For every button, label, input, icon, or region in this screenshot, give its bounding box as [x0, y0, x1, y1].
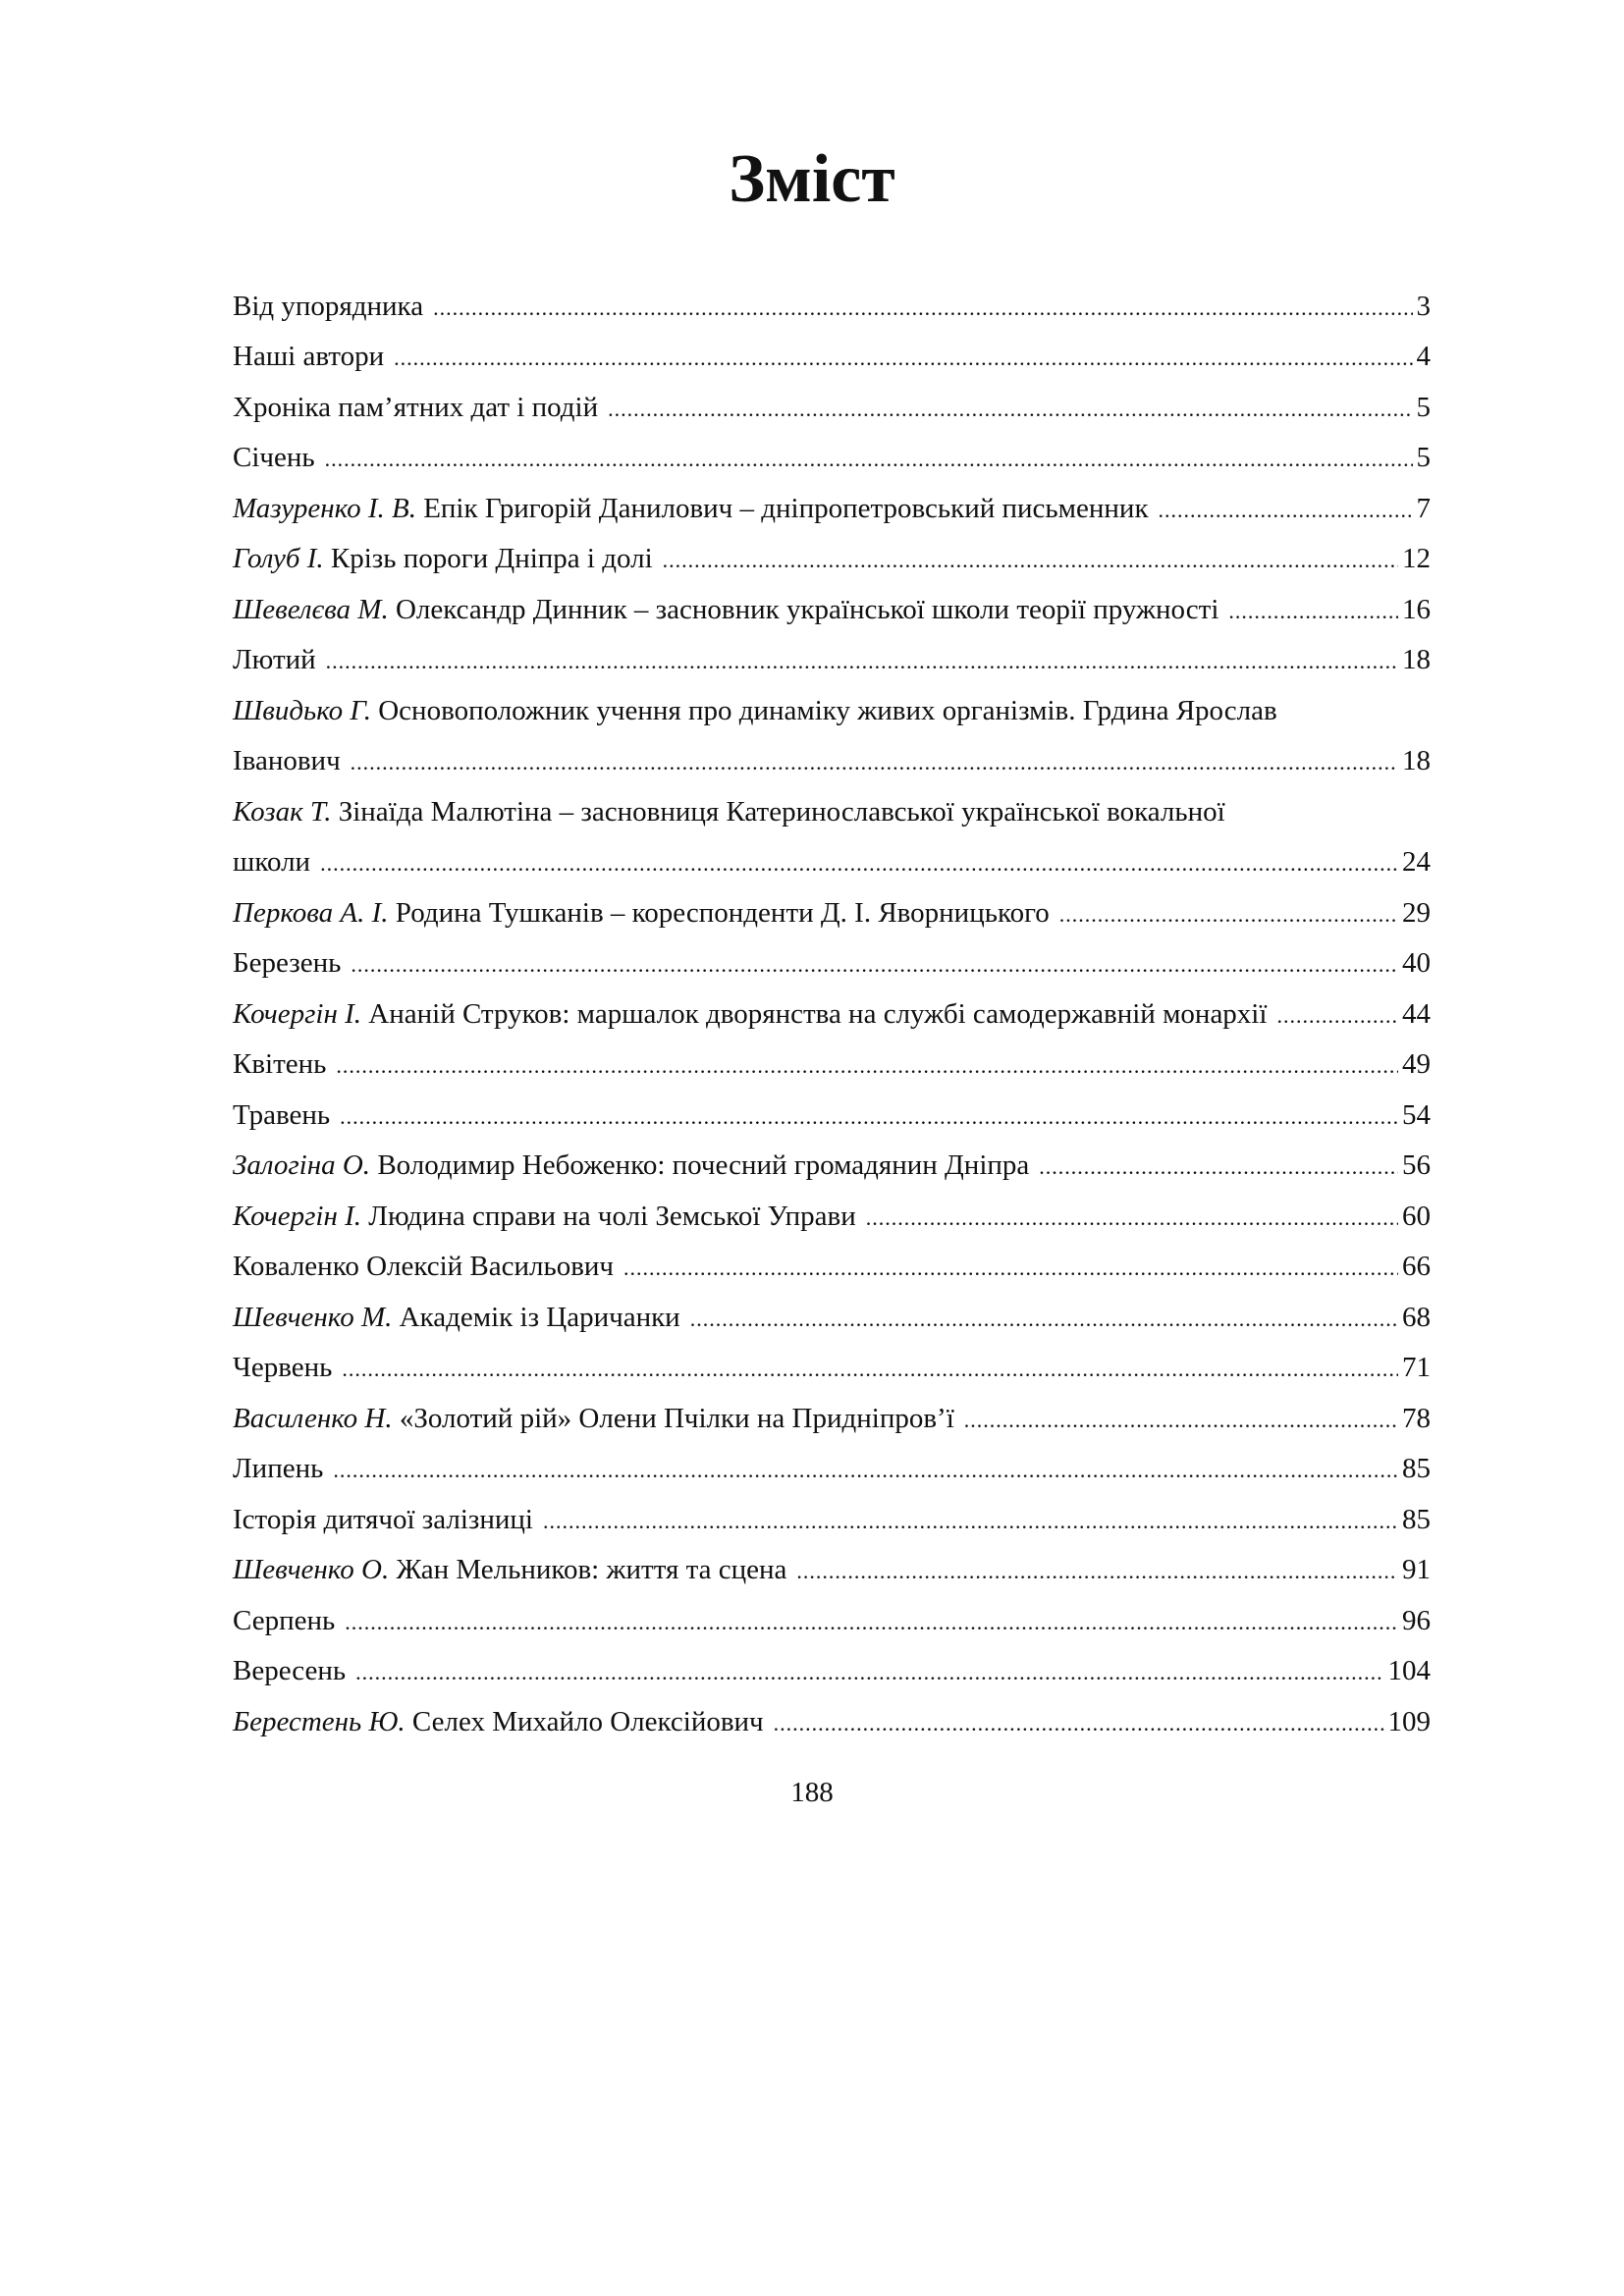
toc-entry-title: Від упорядника	[233, 290, 424, 322]
toc-entry-text	[233, 947, 341, 980]
toc-entry-page: 5	[1416, 442, 1431, 473]
toc-entry-title-cont: Іванович	[233, 745, 341, 776]
toc-leader-dots	[351, 752, 1398, 777]
toc-entry-author: Шевченко М.	[233, 1301, 393, 1333]
toc-entry	[233, 935, 1431, 987]
toc-entry-title: Академік із Царичанки	[399, 1301, 680, 1333]
toc-entry-title: «Золотий рій» Олени Пчілки на Придніпров’ї	[399, 1402, 954, 1434]
toc-leader-dots	[433, 297, 1412, 323]
toc-entry	[233, 986, 1431, 1037]
toc-entry-author: Берестень Ю.	[233, 1705, 406, 1737]
toc-leader-dots	[543, 1511, 1398, 1536]
toc-entry-title: Вересень	[233, 1655, 347, 1686]
toc-entry-title: Хроніка пам’ятних дат і подій	[233, 391, 599, 423]
toc-entry-author: Василенко Н.	[233, 1402, 393, 1434]
toc-entry-text	[233, 1149, 1029, 1182]
toc-entry-page: 18	[1402, 745, 1431, 776]
toc-entry-title: Зінаїда Малютіна – засновниця Катеринославської української вокальної	[338, 795, 1225, 828]
toc-entry-text	[233, 1453, 323, 1485]
toc-entry-author: Шевелєва М.	[233, 593, 389, 625]
page-number: 188	[790, 1777, 834, 1808]
toc-entry-page: 12	[1402, 543, 1431, 574]
toc-entry	[233, 581, 1431, 632]
toc-entry-text	[233, 1251, 614, 1283]
toc-entry-page: 91	[1402, 1554, 1431, 1585]
toc-leader-dots	[796, 1561, 1398, 1586]
toc-entry-continuation	[233, 733, 1431, 784]
toc-entry-page: 29	[1402, 896, 1431, 929]
toc-entry-text	[233, 897, 1050, 930]
toc-entry-title: Серпень	[233, 1604, 336, 1636]
toc-entry	[233, 329, 1431, 380]
toc-entry	[233, 278, 1431, 329]
toc-leader-dots	[964, 1410, 1398, 1435]
toc-entry-title: Березень	[233, 947, 342, 979]
toc-entry-text	[233, 392, 598, 424]
toc-entry-author: Перкова А. І.	[233, 896, 389, 929]
toc-entry-text	[233, 543, 653, 575]
toc-entry-author: Мазуренко І. В.	[233, 492, 416, 524]
toc-entry-text	[233, 493, 1149, 525]
toc-entry-title: Історія дитячої залізниці	[233, 1503, 533, 1535]
toc-entry-page: 7	[1416, 492, 1431, 524]
toc-entry-page: 109	[1387, 1705, 1431, 1737]
toc-entry-page: 104	[1387, 1655, 1431, 1686]
toc-entry-title: Крізь пороги Дніпра і долі	[330, 543, 653, 574]
toc-entry-text	[233, 1048, 326, 1081]
toc-entry-text	[233, 1201, 856, 1233]
page-title: Зміст	[729, 141, 895, 217]
toc-entry-text	[233, 998, 1267, 1031]
toc-entry-text	[233, 1655, 346, 1687]
toc-entry	[233, 1693, 1431, 1744]
toc-entry	[233, 1340, 1431, 1391]
toc-leader-dots	[342, 1359, 1398, 1384]
toc-entry-title: Селех Михайло Олексійович	[411, 1705, 764, 1737]
toc-leader-dots	[1039, 1156, 1398, 1182]
toc-entry-text	[233, 644, 316, 676]
toc-entry-title: Наші автори	[233, 341, 385, 372]
toc-entry-title: Квітень	[233, 1048, 327, 1080]
toc-entry-text	[233, 1605, 335, 1637]
toc-leader-dots	[345, 1612, 1398, 1637]
toc-leader-dots	[355, 1662, 1383, 1687]
toc-leader-dots	[663, 550, 1398, 575]
toc-entry	[233, 682, 1431, 733]
toc-entry-author: Залогіна О.	[233, 1149, 371, 1181]
toc-entry	[233, 531, 1431, 582]
toc-leader-dots	[320, 853, 1398, 879]
toc-entry-page: 85	[1402, 1453, 1431, 1484]
toc-leader-dots	[1276, 1005, 1398, 1031]
toc-leader-dots	[1228, 601, 1398, 626]
toc-entry-title: Людина справи на чолі Земської Управи	[368, 1200, 856, 1232]
toc-leader-dots	[394, 347, 1412, 373]
toc-entry-text	[233, 1504, 533, 1536]
toc-entry-author: Швидько Г.	[233, 694, 371, 726]
toc-entry-text	[233, 1706, 764, 1738]
toc-entry-page: 16	[1402, 593, 1431, 625]
toc-entry	[233, 1441, 1431, 1492]
toc-entry	[233, 1592, 1431, 1643]
toc-entry	[233, 1289, 1431, 1340]
toc-entry-page: 96	[1402, 1604, 1431, 1636]
toc-entry-author: Козак Т.	[233, 795, 332, 828]
toc-entry	[233, 783, 1431, 834]
toc-entry	[233, 1188, 1431, 1239]
toc-entry-title-cont: школи	[233, 846, 311, 878]
table-of-contents	[233, 278, 1431, 1744]
toc-entry-page: 5	[1416, 391, 1431, 423]
toc-entry-text	[233, 594, 1218, 626]
toc-leader-dots	[623, 1257, 1398, 1283]
toc-entry-title: Олександр Динник – засновник української школи теорії пружності	[395, 593, 1219, 625]
toc-leader-dots	[325, 449, 1413, 474]
toc-leader-dots	[333, 1460, 1398, 1485]
toc-entry	[233, 1138, 1431, 1189]
toc-entry-title: Травень	[233, 1098, 331, 1131]
toc-entry-title: Жан Мельников: життя та сцена	[396, 1554, 787, 1585]
toc-entry-text	[233, 442, 315, 474]
toc-leader-dots	[340, 1106, 1398, 1132]
toc-entry-text	[233, 1099, 330, 1132]
toc-entry	[233, 1491, 1431, 1542]
toc-entry-page: 18	[1402, 644, 1431, 675]
toc-entry-page: 71	[1402, 1352, 1431, 1383]
toc-entry-title: Ананій Струков: маршалок дворянства на службі самодержавній монархії	[368, 997, 1268, 1030]
toc-leader-dots	[690, 1308, 1398, 1334]
toc-entry-page: 78	[1402, 1402, 1431, 1434]
toc-entry-text	[233, 1403, 954, 1435]
toc-entry-continuation	[233, 834, 1431, 885]
toc-entry-page: 24	[1402, 846, 1431, 878]
toc-leader-dots	[774, 1713, 1384, 1738]
toc-leader-dots	[866, 1207, 1398, 1233]
toc-entry-page: 4	[1416, 341, 1431, 372]
toc-leader-dots	[608, 399, 1412, 424]
toc-entry	[233, 480, 1431, 531]
toc-entry	[233, 884, 1431, 935]
toc-entry-page: 56	[1402, 1149, 1431, 1181]
toc-entry-page: 66	[1402, 1251, 1431, 1282]
toc-entry-author: Голуб І.	[233, 543, 324, 574]
toc-leader-dots	[336, 1055, 1398, 1081]
toc-entry	[233, 1643, 1431, 1694]
toc-entry	[233, 379, 1431, 430]
toc-entry-page: 40	[1402, 947, 1431, 979]
toc-entry-text	[233, 695, 1277, 727]
toc-entry-page: 60	[1402, 1200, 1431, 1232]
toc-leader-dots	[1059, 904, 1398, 930]
toc-entry-title: Липень	[233, 1453, 324, 1484]
toc-entry-text	[233, 341, 384, 373]
toc-entry-title: Епік Григорій Данилович – дніпропетровський письменник	[423, 492, 1149, 524]
toc-entry	[233, 1037, 1431, 1088]
toc-entry-author: Кочергін І.	[233, 1200, 362, 1232]
toc-leader-dots	[326, 651, 1398, 676]
toc-entry-title: Основоположник учення про динаміку живих організмів. Грдина Ярослав	[378, 694, 1277, 726]
toc-entry-author: Шевченко О.	[233, 1554, 390, 1585]
toc-entry-text	[233, 1352, 332, 1384]
toc-entry-text	[233, 1554, 786, 1586]
toc-entry	[233, 430, 1431, 481]
toc-entry-title: Червень	[233, 1352, 333, 1383]
toc-entry	[233, 632, 1431, 683]
toc-entry-text	[233, 291, 423, 323]
toc-entry-title: Володимир Небоженко: почесний громадянин Дніпра	[377, 1149, 1030, 1181]
toc-entry-text	[233, 1302, 680, 1334]
toc-leader-dots	[351, 954, 1398, 980]
toc-entry-page: 49	[1402, 1048, 1431, 1080]
toc-entry-page: 54	[1402, 1098, 1431, 1131]
toc-entry	[233, 1390, 1431, 1441]
toc-leader-dots	[1159, 500, 1413, 525]
toc-entry	[233, 1087, 1431, 1138]
toc-entry-page: 68	[1402, 1301, 1431, 1333]
toc-entry-page: 85	[1402, 1503, 1431, 1535]
toc-entry	[233, 1542, 1431, 1593]
toc-entry-title: Коваленко Олексій Васильович	[233, 1251, 615, 1282]
toc-entry-title: Січень	[233, 442, 315, 473]
toc-entry-title: Родина Тушканів – кореспонденти Д. І. Яворницького	[395, 896, 1050, 929]
toc-entry-page: 3	[1416, 290, 1431, 322]
toc-entry-page: 44	[1402, 997, 1431, 1030]
toc-entry-text	[233, 796, 1225, 828]
toc-entry-author: Кочергін І.	[233, 997, 362, 1030]
toc-entry	[233, 1239, 1431, 1290]
toc-entry-title: Лютий	[233, 644, 316, 675]
